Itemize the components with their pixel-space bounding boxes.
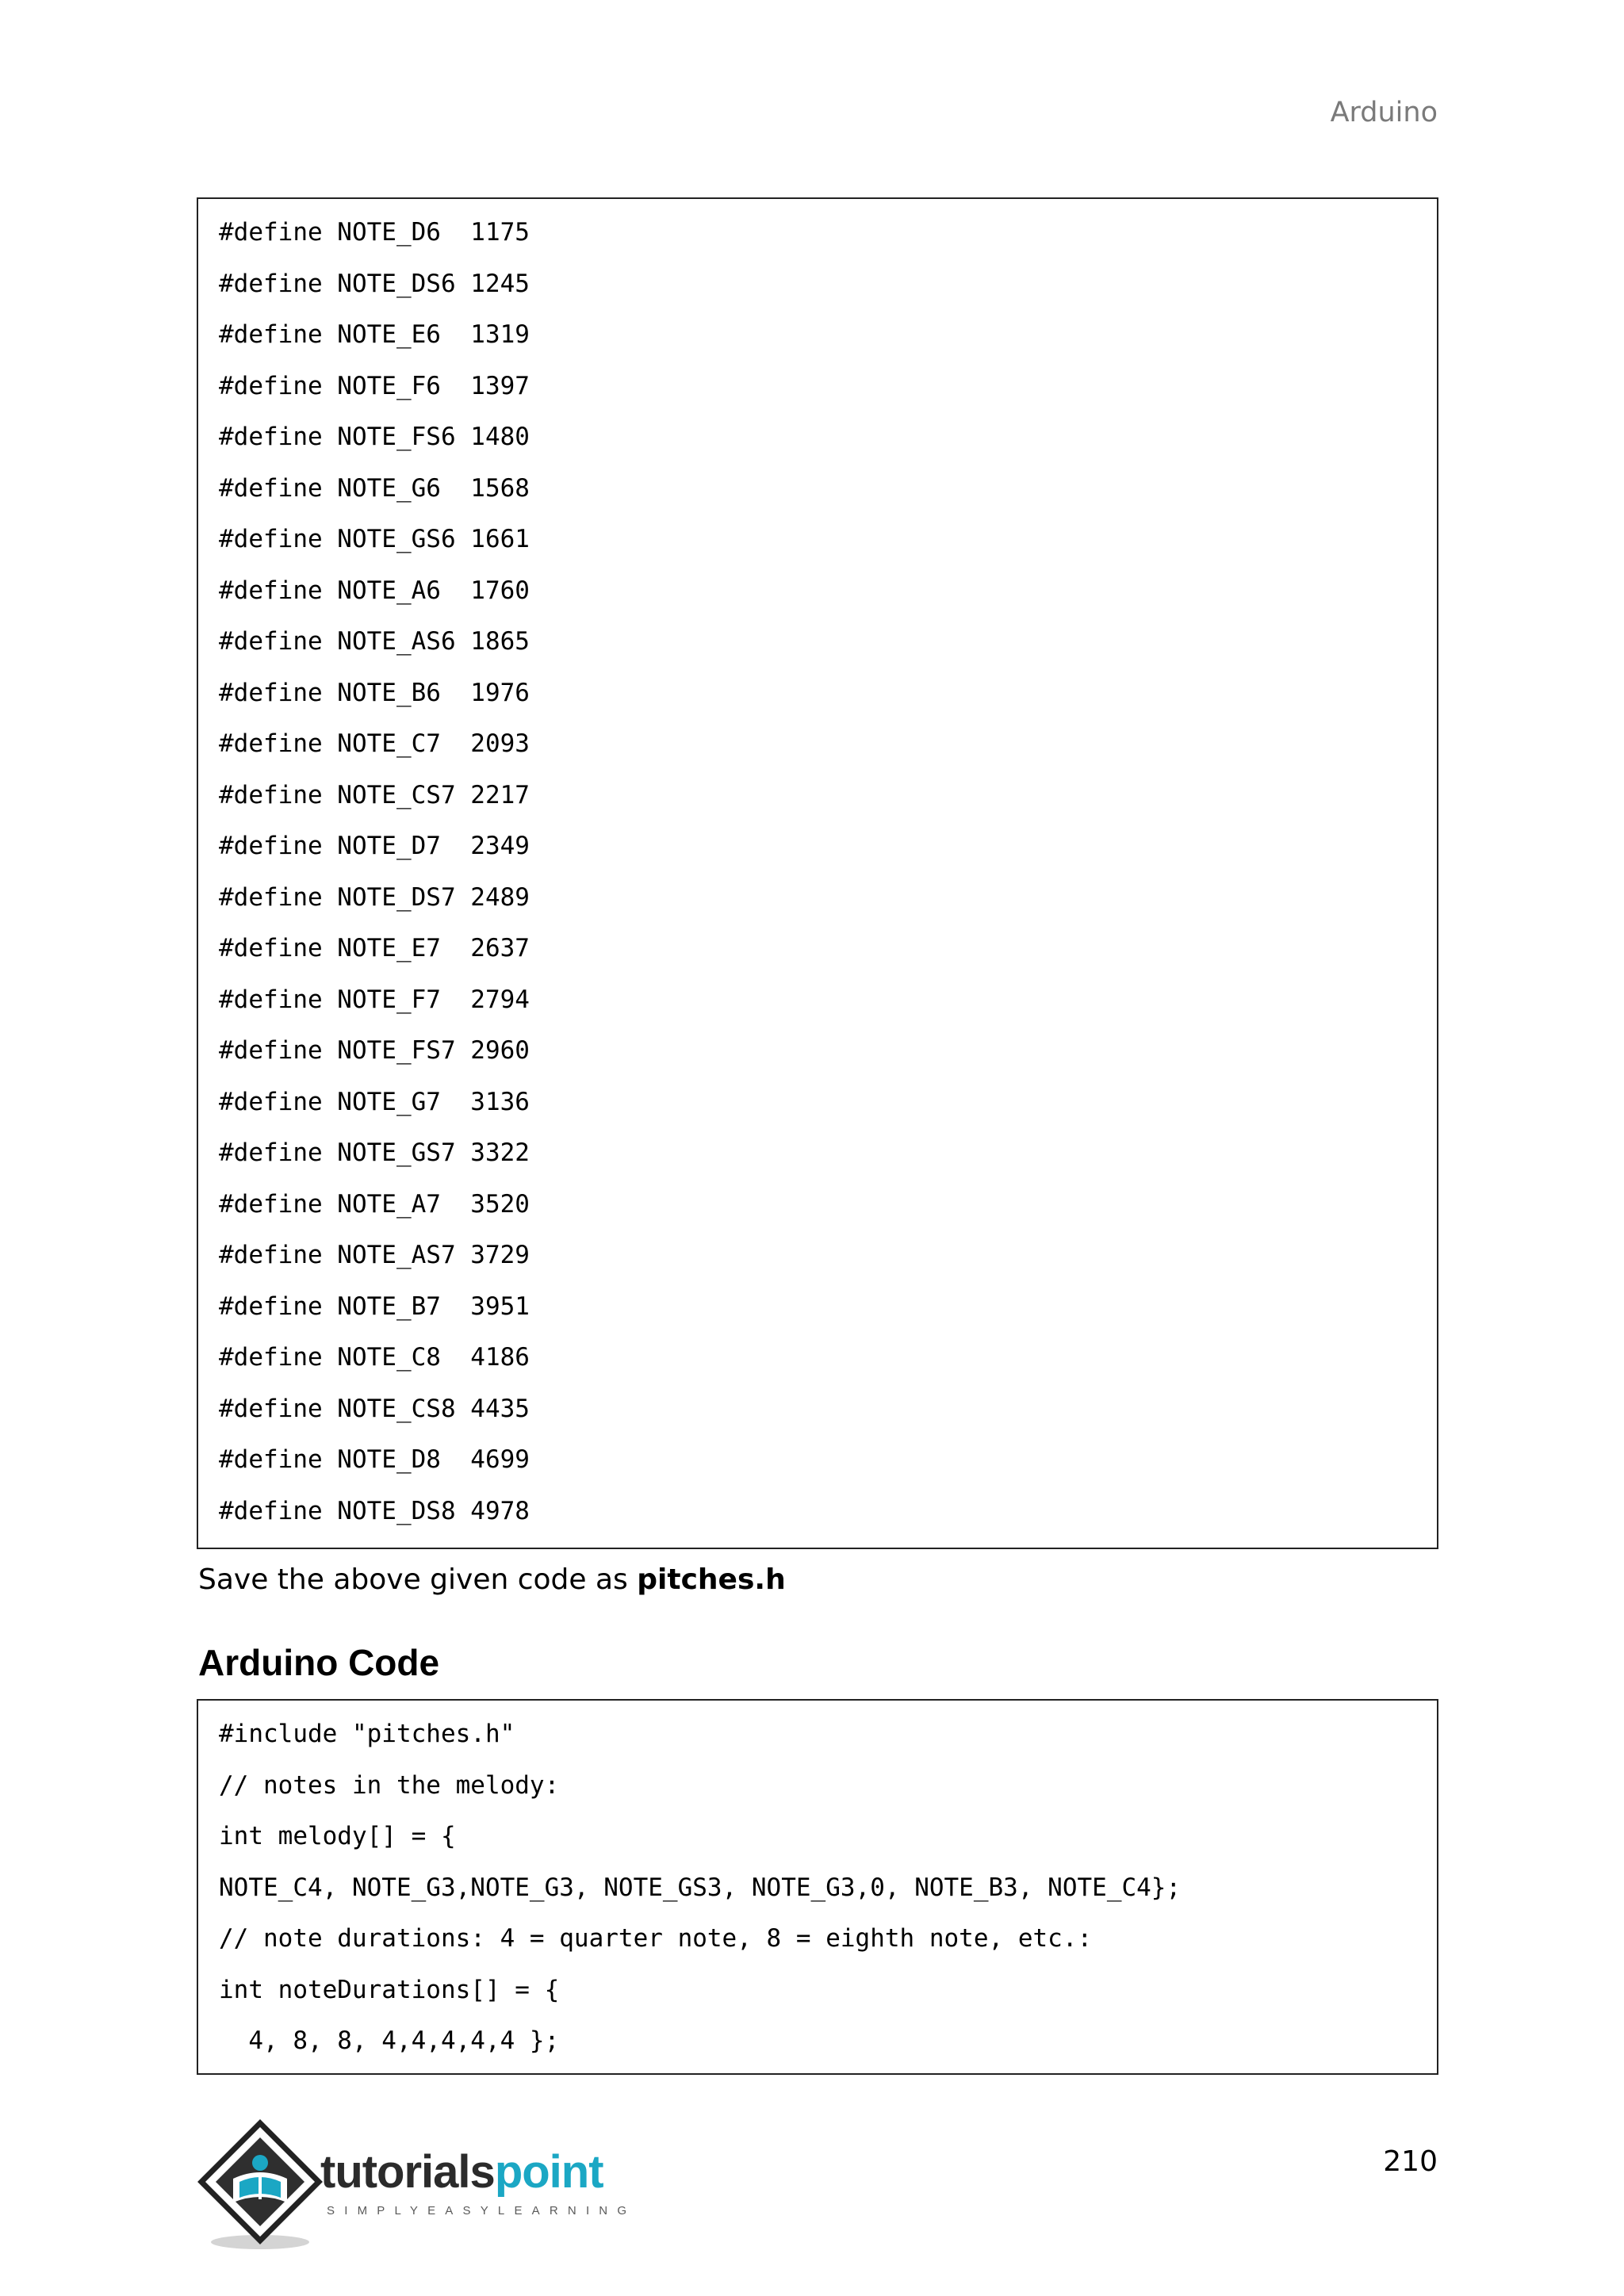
- save-filename: pitches.h: [637, 1563, 786, 1596]
- code-line: #define NOTE_D8 4699: [219, 1445, 530, 1474]
- code-line: #define NOTE_E7 2637: [219, 934, 530, 962]
- code-line: #define NOTE_GS7 3322: [219, 1138, 530, 1167]
- code-line: #define NOTE_DS6 1245: [219, 269, 530, 298]
- page-number: 210: [1383, 2145, 1438, 2178]
- pitches-code-block: [197, 197, 1438, 1549]
- running-header: Arduino: [1330, 97, 1438, 128]
- code-line: #define NOTE_AS7 3729: [219, 1241, 530, 1269]
- code-line: #include "pitches.h": [219, 1720, 515, 1748]
- code-line: // note durations: 4 = quarter note, 8 = eighth note, etc.:: [219, 1924, 1093, 1953]
- code-line: #define NOTE_CS7 2217: [219, 780, 530, 809]
- logo-wordmark: [320, 2145, 603, 2198]
- section-heading: Arduino Code: [198, 1642, 440, 1683]
- logo-tagline: SIMPLYEASYLEARNING: [327, 2204, 637, 2218]
- code-line: 4, 8, 8, 4,4,4,4,4 };: [219, 2026, 560, 2055]
- code-line: #define NOTE_G7 3136: [219, 1087, 530, 1116]
- code-line: #define NOTE_G6 1568: [219, 473, 530, 503]
- code-line: int noteDurations[] = {: [219, 1975, 560, 2004]
- code-line: #define NOTE_F6 1397: [219, 371, 530, 400]
- code-line: #define NOTE_DS7 2489: [219, 882, 530, 912]
- code-line: #define NOTE_D7 2349: [219, 832, 530, 860]
- code-line: #define NOTE_F7 2794: [219, 985, 530, 1014]
- code-line: #define NOTE_CS8 4435: [219, 1394, 530, 1423]
- tutorialspoint-logo: [195, 2117, 639, 2252]
- code-line: #define NOTE_C8 4186: [219, 1343, 530, 1372]
- code-line: #define NOTE_FS7 2960: [219, 1036, 530, 1065]
- code-line: int melody[] = {: [219, 1822, 456, 1850]
- code-line: #define NOTE_B7 3951: [219, 1292, 530, 1321]
- logo-diamond-icon: [195, 2117, 330, 2252]
- code-line: #define NOTE_FS6 1480: [219, 423, 530, 451]
- logo-word-dark: tutorials: [320, 2146, 495, 2198]
- code-line: // notes in the melody:: [219, 1770, 560, 1800]
- save-instruction: [198, 1563, 786, 1596]
- code-line: #define NOTE_C7 2093: [219, 729, 530, 758]
- code-line: #define NOTE_AS6 1865: [219, 627, 530, 656]
- save-instruction-text: Save the above given code as: [198, 1563, 638, 1596]
- arduino-code-block: [197, 1699, 1438, 2075]
- logo-word-accent: point: [494, 2146, 603, 2198]
- code-line: #define NOTE_GS6 1661: [219, 525, 530, 553]
- code-line: #define NOTE_E6 1319: [219, 320, 530, 349]
- code-line: NOTE_C4, NOTE_G3,NOTE_G3, NOTE_GS3, NOTE_G3,0, NOTE_B3, NOTE_C4};: [219, 1873, 1182, 1902]
- code-line: #define NOTE_D6 1175: [219, 218, 530, 247]
- code-line: #define NOTE_A7 3520: [219, 1189, 530, 1219]
- code-line: #define NOTE_DS8 4978: [219, 1496, 530, 1525]
- code-line: #define NOTE_B6 1976: [219, 678, 530, 707]
- code-line: #define NOTE_A6 1760: [219, 576, 530, 605]
